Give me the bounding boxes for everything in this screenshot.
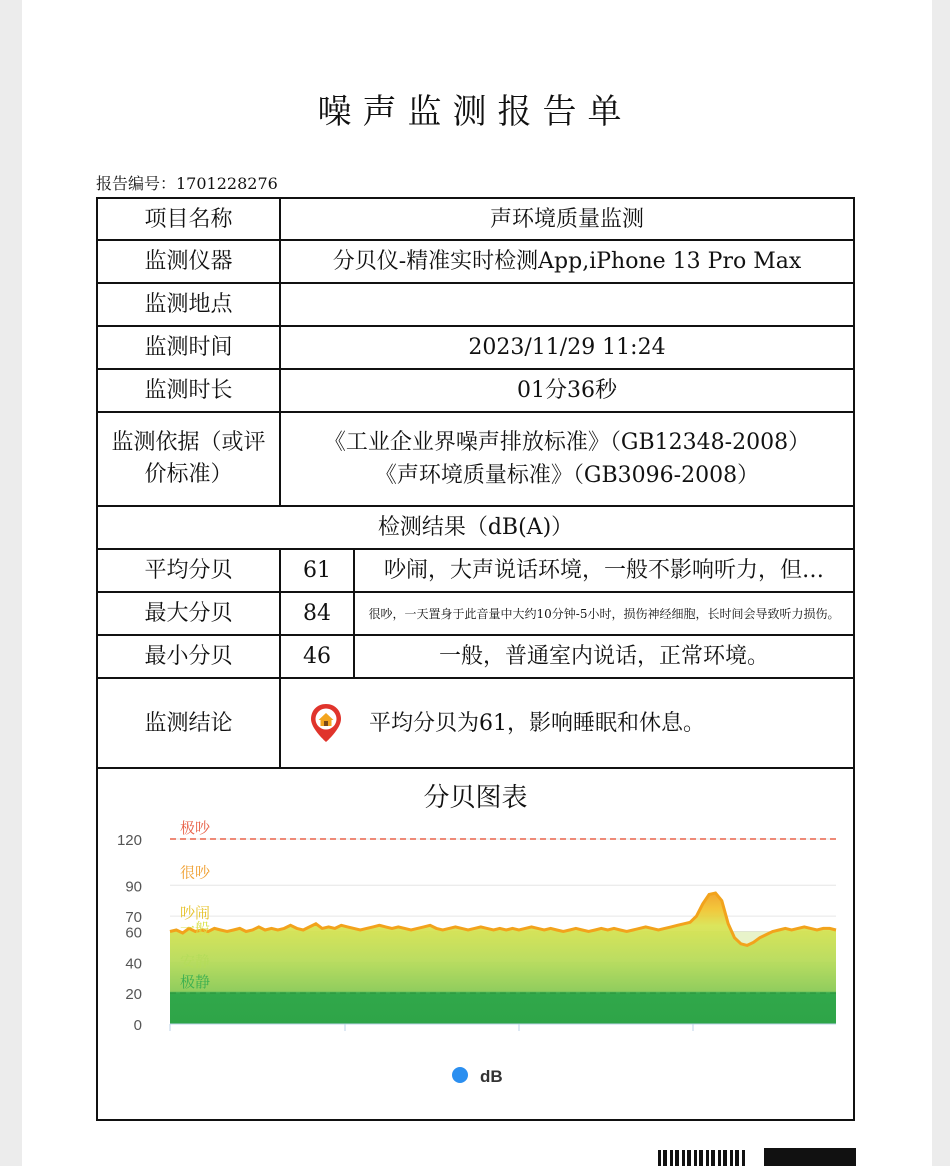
project-label: 项目名称 (97, 198, 280, 240)
series-area-db (170, 893, 836, 1024)
report-table (96, 197, 855, 1121)
result-desc: 很吵，一天置身于此音量中大约10分钟-5小时，损伤神经细胞，长时间会导致听力损伤。 (354, 592, 854, 635)
band-label: 一般 (180, 919, 211, 938)
location-label: 监测地点 (97, 283, 280, 326)
result-label: 最大分贝 (97, 592, 280, 635)
result-desc: 吵闹，大声说话环境，一般不影响听力，但… (354, 549, 854, 592)
result-row (97, 635, 854, 678)
basis-line-1: 《工业企业界噪声排放标准》（GB12348-2008） (323, 430, 811, 455)
duration-label: 监测时长 (97, 369, 280, 412)
time-value: 2023/11/29 11:24 (280, 326, 854, 369)
report-number: 报告编号：1701228276 (96, 174, 278, 193)
row-project (97, 198, 854, 240)
time-label: 监测时间 (97, 326, 280, 369)
band-label: 很吵 (180, 863, 211, 882)
result-desc: 一般，普通室内说话，正常环境。 (354, 635, 854, 678)
row-location (97, 283, 854, 326)
location-value (280, 283, 854, 326)
band-label: 极吵 (180, 819, 211, 837)
instrument-value: 分贝仪-精准实时检测App,iPhone 13 Pro Max (280, 240, 854, 283)
decibel-chart (98, 769, 853, 1119)
project-value: 声环境质量监测 (280, 198, 854, 240)
row-results-header (97, 506, 854, 549)
result-row (97, 549, 854, 592)
y-tick-label: 20 (125, 986, 142, 1004)
band-label: 极静 (180, 973, 211, 992)
basis-label: 监测依据（或评价标准） (97, 412, 280, 506)
y-tick-label: 60 (125, 924, 142, 942)
result-value: 61 (280, 549, 354, 592)
chart-cell (97, 768, 854, 1120)
results-header: 检测结果（dB(A)） (97, 506, 854, 549)
y-tick-label: 90 (125, 878, 142, 896)
band-label: 吵闹 (180, 904, 211, 923)
result-label: 最小分贝 (97, 635, 280, 678)
conclusion-text: 平均分贝为61，影响睡眠和休息。 (369, 710, 705, 736)
basis-value (280, 412, 854, 506)
band-label: 安静 (180, 952, 211, 971)
legend-label-db: dB (480, 1067, 503, 1086)
home-location-pin-icon (309, 703, 343, 743)
y-tick-label: 40 (125, 955, 142, 973)
row-time (97, 326, 854, 369)
result-label: 平均分贝 (97, 549, 280, 592)
row-conclusion (97, 678, 854, 768)
conclusion-label: 监测结论 (97, 678, 280, 768)
row-duration (97, 369, 854, 412)
legend-marker-db (452, 1067, 468, 1083)
instrument-label: 监测仪器 (97, 240, 280, 283)
qr-code-fragment (658, 1150, 746, 1166)
result-value: 84 (280, 592, 354, 635)
row-instrument (97, 240, 854, 283)
y-tick-label: 70 (125, 909, 142, 927)
conclusion-cell (280, 678, 854, 768)
duration-value: 01分36秒 (280, 369, 854, 412)
result-row (97, 592, 854, 635)
footer-black-block (764, 1148, 856, 1166)
y-tick-label: 120 (116, 832, 142, 849)
basis-line-2: 《声环境质量标准》（GB3096-2008） (374, 463, 760, 488)
report-title: 噪声监测报告单 (317, 92, 633, 132)
chart-title: 分贝图表 (423, 783, 528, 813)
row-basis (97, 412, 854, 506)
result-value: 46 (280, 635, 354, 678)
y-tick-label: 0 (133, 1017, 142, 1034)
row-chart (97, 768, 854, 1120)
